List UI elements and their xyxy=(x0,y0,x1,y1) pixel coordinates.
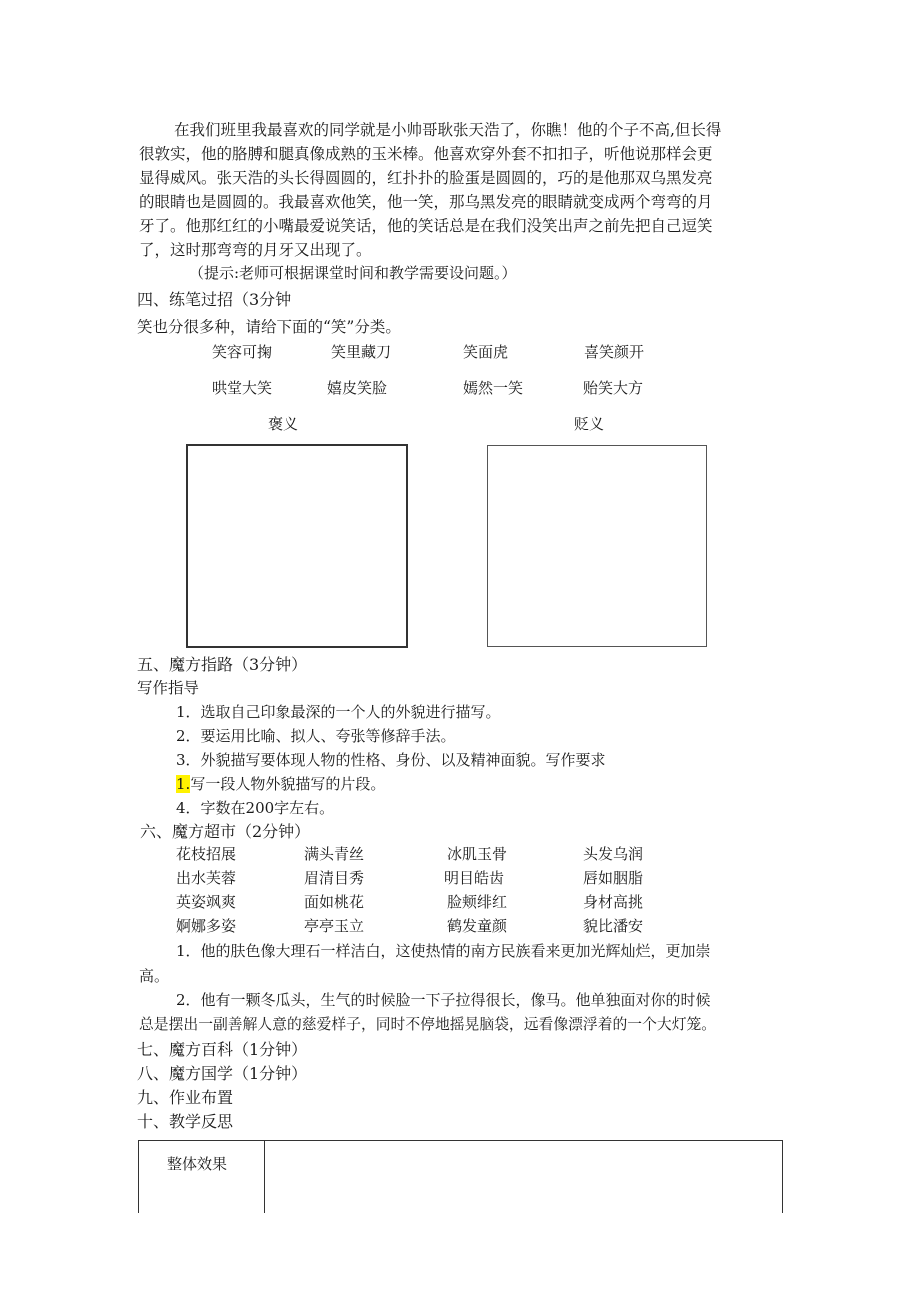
section-5-title: 五、魔方指路（3分钟） xyxy=(137,655,308,674)
reflection-table xyxy=(138,1140,783,1213)
section-7-title: 七、魔方百科（1分钟） xyxy=(137,1040,308,1059)
guide-item: 1．选取自己印象最深的一个人的外貌进行描写。 xyxy=(176,703,501,721)
passage-line: 在我们班里我最喜欢的同学就是小帅哥耿张天浩了，你瞧！他的个子不高,但长得 xyxy=(174,121,722,139)
example-line: 总是摆出一副善解人意的慈爱样子，同时不停地摇晃脑袋，远看像漂浮着的一个大灯笼。 xyxy=(139,1016,717,1033)
passage-line: 很敦实，他的胳膊和腿真像成熟的玉米棒。他喜欢穿外套不扣扣子，听他说那样会更 xyxy=(139,145,713,163)
word: 满头青丝 xyxy=(304,845,365,863)
word: 眉清目秀 xyxy=(304,869,365,887)
word: 身材高挑 xyxy=(583,893,644,911)
positive-label: 褒义 xyxy=(268,415,299,433)
requirement-item xyxy=(176,773,385,794)
idiom: 哄堂大笑 xyxy=(212,379,273,397)
table-label-cell xyxy=(139,1141,265,1214)
idiom: 贻笑大方 xyxy=(583,379,644,397)
section-9-title: 九、作业布置 xyxy=(137,1088,234,1107)
example-line: 高。 xyxy=(139,967,170,985)
section-10-title: 十、教学反思 xyxy=(137,1112,234,1131)
word: 婀娜多姿 xyxy=(176,917,237,935)
table-label: 整体效果 xyxy=(167,1155,228,1173)
word: 唇如胭脂 xyxy=(583,869,644,887)
word: 面如桃花 xyxy=(304,893,365,911)
highlight-number: 1. xyxy=(176,775,191,793)
idiom: 嬉皮笑脸 xyxy=(327,379,388,397)
table-row xyxy=(139,1141,783,1214)
teacher-hint: （提示:老师可根据课堂时间和教学需要设问题。） xyxy=(189,264,517,282)
guide-item: 2．要运用比喻、拟人、夸张等修辞手法。 xyxy=(176,727,456,745)
word: 头发乌润 xyxy=(583,845,644,863)
section-4-prompt: 笑也分很多种，请给下面的“笑”分类。 xyxy=(137,318,401,336)
idiom: 笑面虎 xyxy=(463,343,509,361)
word: 脸颊绯红 xyxy=(447,893,508,911)
passage-line: 牙了。他那红红的小嘴最爱说笑话，他的笑话总是在我们没笑出声之前先把自己逗笑 xyxy=(139,217,713,235)
negative-label: 贬义 xyxy=(574,415,605,433)
table-value-cell[interactable] xyxy=(265,1141,783,1214)
section-4-title: 四、练笔过招（3分钟 xyxy=(137,290,292,309)
positive-answer-box[interactable] xyxy=(186,444,408,648)
requirement-text: 写一段人物外貌描写的片段。 xyxy=(190,775,386,793)
passage-line: 显得威风。张天浩的头长得圆圆的，红扑扑的脸蛋是圆圆的，巧的是他那双乌黑发亮 xyxy=(139,169,713,187)
word: 亭亭玉立 xyxy=(304,917,365,935)
word: 冰肌玉骨 xyxy=(447,845,508,863)
section-6-title: 六、魔方超市（2分钟） xyxy=(140,822,311,841)
idiom: 笑里藏刀 xyxy=(331,343,392,361)
guide-item: 3．外貌描写要体现人物的性格、身份、以及精神面貌。写作要求 xyxy=(176,751,606,769)
idiom: 喜笑颜开 xyxy=(584,343,645,361)
word: 鹤发童颜 xyxy=(447,917,508,935)
section-5-subtitle: 写作指导 xyxy=(137,679,200,697)
word: 明目皓齿 xyxy=(444,869,505,887)
word: 貌比潘安 xyxy=(583,917,644,935)
idiom: 笑容可掬 xyxy=(212,343,273,361)
word: 英姿飒爽 xyxy=(176,893,237,911)
example-line: 2．他有一颗冬瓜头，生气的时候脸一下子拉得很长，像马。他单独面对你的时候 xyxy=(176,991,711,1009)
example-line: 1．他的肤色像大理石一样洁白，这使热情的南方民族看来更加光辉灿烂，更加崇 xyxy=(176,942,711,960)
negative-answer-box[interactable] xyxy=(487,445,707,647)
word: 花枝招展 xyxy=(176,845,237,863)
passage-line: 的眼睛也是圆圆的。我最喜欢他笑，他一笑，那乌黑发亮的眼睛就变成两个弯弯的月 xyxy=(139,193,713,211)
passage-line: 了，这时那弯弯的月牙又出现了。 xyxy=(139,241,372,259)
idiom: 嫣然一笑 xyxy=(463,379,524,397)
section-8-title: 八、魔方国学（1分钟） xyxy=(137,1064,308,1083)
requirement-item: 4．字数在200字左右。 xyxy=(176,799,335,817)
word: 出水芙蓉 xyxy=(176,869,237,887)
